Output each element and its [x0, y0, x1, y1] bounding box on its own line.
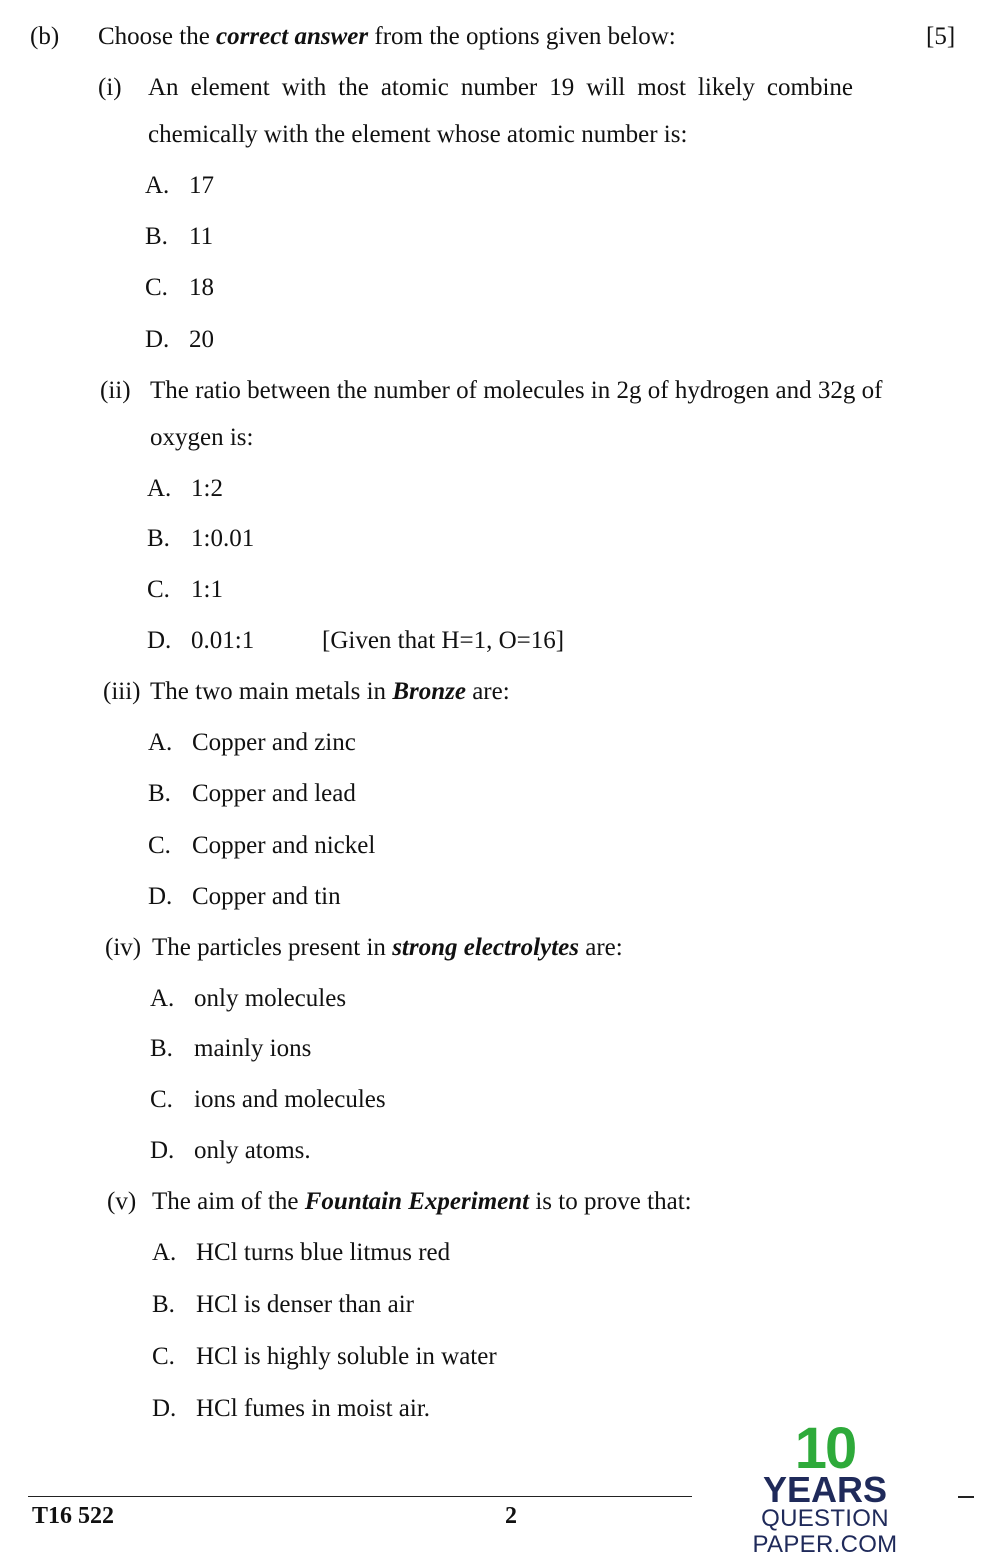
option-d: [150, 1136, 311, 1166]
question-text-pre: The aim of the: [152, 1188, 305, 1215]
option-label: D.: [148, 883, 173, 910]
question-text-post: is to prove that:: [529, 1188, 692, 1215]
option-text: 11: [189, 223, 214, 250]
option-label: B.: [150, 1035, 173, 1062]
option-label: A.: [152, 1239, 177, 1266]
watermark-logo: [690, 1416, 960, 1558]
logo-number: 10: [794, 1416, 856, 1481]
option-d: [152, 1394, 430, 1424]
question-text-emphasis: Bronze: [392, 678, 466, 705]
option-text: 1:1: [191, 576, 223, 603]
option-a: [147, 474, 223, 504]
question-text-line1: The ratio between the number of molecules in 2g of hydrogen and 32g of: [150, 377, 883, 404]
option-d: [148, 882, 341, 912]
question-number: (v): [107, 1188, 137, 1215]
footer-rule: [28, 1496, 692, 1497]
option-b: [145, 222, 213, 252]
option-text: HCl is highly soluble in water: [196, 1343, 497, 1370]
option-c: [148, 831, 375, 861]
option-text: only molecules: [194, 985, 347, 1012]
option-b: [152, 1290, 414, 1320]
option-text: only atoms.: [194, 1137, 311, 1164]
option-label: B.: [145, 223, 168, 250]
option-text: Copper and tin: [192, 883, 341, 910]
option-text: Copper and zinc: [192, 729, 356, 756]
given-note: [Given that H=1, O=16]: [322, 627, 565, 654]
question-text-line1: An element with the atomic number 19 will most likely combine: [148, 74, 853, 101]
question-number: (iii): [103, 678, 141, 705]
instruction: [98, 22, 676, 52]
option-label: C.: [147, 576, 170, 603]
option-text: 17: [189, 172, 214, 199]
question-text: [152, 933, 623, 963]
question-number: (ii): [100, 377, 131, 404]
page-number: 2: [505, 1503, 517, 1529]
option-c: [147, 575, 223, 605]
option-text: 0.01:1: [191, 627, 255, 654]
option-a: [150, 984, 346, 1014]
option-text: HCl fumes in moist air.: [196, 1395, 431, 1422]
option-text: 1:0.01: [191, 525, 255, 552]
logo-years: YEARS: [762, 1469, 888, 1510]
question-text-line2: oxygen is:: [150, 424, 254, 451]
question-text-line2: chemically with the element whose atomic number is:: [148, 121, 688, 148]
question-text-post: are:: [578, 934, 623, 961]
option-text: ions and molecules: [194, 1086, 386, 1113]
option-label: A.: [148, 729, 173, 756]
option-b: [147, 524, 254, 554]
paper-code: T16 522: [32, 1503, 115, 1529]
option-label: C.: [152, 1343, 175, 1370]
question-text-pre: The two main metals in: [150, 678, 393, 705]
option-label: B.: [147, 525, 170, 552]
option-label: D.: [150, 1137, 175, 1164]
question-number: (i): [98, 74, 122, 101]
option-b: [150, 1034, 311, 1064]
instruction-emphasis: correct answer: [216, 23, 369, 50]
question-text-emphasis: strong electrolytes: [392, 934, 579, 961]
part-label: (b): [30, 23, 60, 50]
option-label: B.: [148, 780, 171, 807]
option-a: [152, 1238, 450, 1268]
option-c: [150, 1085, 386, 1115]
option-d: [147, 626, 254, 656]
option-text: HCl is denser than air: [196, 1291, 415, 1318]
instruction-post: from the options given below:: [368, 23, 676, 50]
option-text: mainly ions: [194, 1035, 312, 1062]
option-text: Copper and nickel: [192, 832, 376, 859]
option-label: D.: [145, 326, 170, 353]
question-text: [152, 1187, 692, 1217]
question-number: (iv): [105, 934, 142, 961]
logo-site: QUESTION PAPER.COM: [752, 1505, 898, 1558]
option-label: B.: [152, 1291, 175, 1318]
option-label: D.: [147, 627, 172, 654]
option-text: 1:2: [191, 475, 223, 502]
question-text-pre: The particles present in: [152, 934, 393, 961]
option-label: A.: [150, 985, 175, 1012]
question-text-post: are:: [465, 678, 510, 705]
instruction-pre: Choose the: [98, 23, 217, 50]
question-text: [150, 677, 510, 707]
option-label: C.: [145, 274, 168, 301]
option-a: [148, 728, 356, 758]
option-label: A.: [145, 172, 170, 199]
option-text: 18: [189, 274, 214, 301]
option-text: 20: [189, 326, 214, 353]
option-label: D.: [152, 1395, 177, 1422]
option-c: [145, 273, 214, 303]
marks: [5]: [926, 23, 956, 50]
option-b: [148, 779, 356, 809]
option-label: C.: [150, 1086, 173, 1113]
option-text: Copper and lead: [192, 780, 356, 807]
option-c: [152, 1342, 497, 1372]
option-label: C.: [148, 832, 171, 859]
option-label: A.: [147, 475, 172, 502]
option-d: [145, 325, 214, 355]
option-a: [145, 171, 214, 201]
option-text: HCl turns blue litmus red: [196, 1239, 451, 1266]
question-text-emphasis: Fountain Experiment: [304, 1188, 530, 1215]
footer-dash: [958, 1496, 974, 1498]
